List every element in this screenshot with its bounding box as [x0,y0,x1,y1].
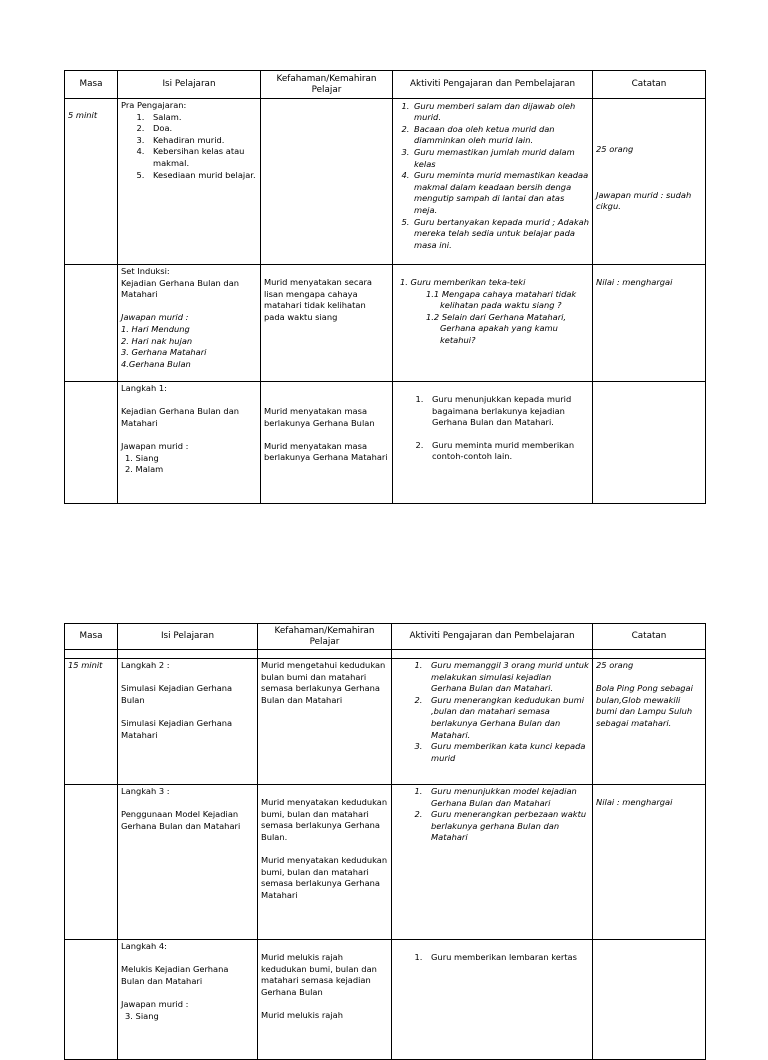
list-item: 1. Guru menunjukkan kepada murid bagaimana berlakunya kejadian Gerhana Bulan dan Matahari. [426,394,589,429]
header-kefahaman: Kefahaman/Kemahiran Pelajar [261,71,393,99]
answer-item: 1. Siang [125,452,159,463]
section-subtitle: Simulasi Kejadian Gerhana Bulan [121,683,233,705]
list-item: 2. Guru menerangkan kedudukan bumi ,bulan dan matahari semasa berlakunya Gerhana Bulan dan Matahari. [425,695,589,741]
kefahaman-cell [258,659,392,785]
header-isi-pelajaran: Isi Pelajaran [118,71,261,99]
section-subtitle: Kejadian Gerhana Bulan dan Matahari [121,406,240,428]
table-row [65,659,706,785]
section-subtitle: Kejadian Gerhana Bulan dan Matahari [121,277,240,300]
catatan-cell [593,940,706,1060]
section-subtitle: Penggunaan Model Kejadian Gerhana Bulan dan Matahari [121,809,241,831]
catatan-note: 25 orang [596,660,634,670]
masa-cell [65,785,118,940]
kefahaman-text: Murid menyatakan masa berlakunya Gerhana Bulan [264,406,375,428]
section-title: Pra Pengajaran: [121,100,187,110]
section-title: Langkah 2 : [121,660,170,670]
masa-value: 15 minit [68,660,103,670]
catatan-note: 25 orang [596,144,634,154]
header-isi-pelajaran: Isi Pelajaran [118,624,258,650]
header-catatan: Catatan [593,71,706,99]
kefahaman-text: Murid mengetahui kedudukan bulan bumi dan matahari semasa berlakunya Gerhana Bulan dan Matahari [261,660,386,705]
list-item: 1.1 Mengapa cahaya matahari tidak kelihatan pada waktu siang ? [426,288,577,311]
catatan-note: Jawapan murid : sudah cikgu. [596,189,692,212]
masa-cell [65,659,118,785]
isi-cell [118,940,258,1060]
catatan-cell [593,265,706,382]
header-kefahaman: Kefahaman/Kemahiran Pelajar [258,624,392,650]
isi-cell [118,382,261,504]
kefahaman-cell [261,382,393,504]
answer-item: 2. Malam [125,464,164,475]
aktiviti-cell [393,99,593,265]
list-item: 2. Doa. [147,123,257,135]
catatan-cell [593,99,706,265]
aktiviti-intro: 1. Guru memberikan teka-teki [400,277,526,287]
aktiviti-list [395,786,589,844]
header-aktiviti: Aktiviti Pengajaran dan Pembelajaran [392,624,593,650]
kefahaman-text: Murid menyatakan kedudukan bumi, bulan dan matahari semasa berlakunya Gerhana Matahari [261,854,388,900]
aktiviti-cell [393,382,593,504]
aktiviti-list [395,952,589,964]
list-item: 2. Guru meminta murid memberikan contoh-contoh lain. [426,440,589,463]
kefahaman-text: Murid menyatakan secara lisan mengapa cahaya matahari tidak kelihatan pada waktu siang [264,277,373,322]
list-item: 1. Guru memanggil 3 orang murid untuk melakukan simulasi kejadian Gerhana Bulan dan Matahari. [425,660,589,695]
section-title: Langkah 1: [121,383,167,393]
masa-value: 5 minit [68,110,98,120]
table-row [65,265,706,382]
answer-label: Jawapan murid : [121,440,189,451]
isi-cell [118,659,258,785]
catatan-note: Nilai : menghargai [596,277,673,287]
table-row [65,785,706,940]
masa-cell [65,940,118,1060]
answer-item: 1. Hari Mendung [121,323,190,334]
lesson-table-1 [64,70,706,504]
section-title: Langkah 3 : [121,786,170,796]
kefahaman-cell [258,940,392,1060]
section-title: Langkah 4: [121,941,167,951]
aktiviti-list [396,394,589,463]
answer-item: 4.Gerhana Bulan [121,358,191,369]
answer-item: 2. Hari nak hujan [121,335,193,346]
answer-label: Jawapan murid : [121,998,189,1009]
list-item: 1. Salam. [147,112,257,124]
list-item: 4. Guru meminta murid memastikan keadaa makmal dalam keadaan bersih denga mengutip sampah di lantai dan atas meja. [412,170,589,216]
table-row [65,99,706,265]
kefahaman-cell [258,785,392,940]
header-masa: Masa [65,71,118,99]
kefahaman-cell [261,265,393,382]
answer-label: Jawapan murid : [121,312,189,323]
masa-cell [65,265,118,382]
spacer-row [65,650,706,659]
aktiviti-list [395,660,589,764]
catatan-note: Bola Ping Pong sebagai bulan,Glob mewakili bumi dan Lampu Suluh sebagai matahari. [596,683,693,728]
list-item: 1. Guru memberikan lembaran kertas [425,952,589,964]
kefahaman-text: Murid menyatakan masa berlakunya Gerhana Matahari [264,440,388,463]
aktiviti-cell [392,940,593,1060]
section-subtitle: Melukis Kejadian Gerhana Bulan dan Matahari [121,964,229,986]
list-item: 4. Kebersihan kelas atau makmal. [147,146,257,169]
list-item: 3. Guru memberikan kata kunci kepada murid [425,741,589,764]
header-masa: Masa [65,624,118,650]
catatan-note: Nilai : menghargai [596,797,673,807]
list-item: 5. Kesediaan murid belajar. [147,170,257,182]
list-item: 2. Bacaan doa oleh ketua murid dan diamminkan oleh murid lain. [412,124,589,147]
section-subtitle: Simulasi Kejadian Gerhana Matahari [121,717,233,740]
catatan-cell [593,659,706,785]
masa-cell [65,382,118,504]
aktiviti-cell [392,659,593,785]
kefahaman-cell [261,99,393,265]
list-item: 1. Guru menunjukkan model kejadian Gerhana Bulan dan Matahari [425,786,589,809]
kefahaman-text: Murid melukis rajah kedudukan bumi, bulan dan matahari semasa kejadian Gerhana Bulan [261,952,377,997]
list-item: 1.2 Selain dari Gerhana Matahari, Gerhana apakah yang kamu ketahui? [426,311,567,345]
list-item: 2. Guru menerangkan perbezaan waktu berlakunya gerhana Bulan dan Matahari [425,809,589,844]
aktiviti-sublist [426,289,589,347]
aktiviti-list [396,101,589,252]
table-row [65,382,706,504]
catatan-cell [593,382,706,504]
list-item: 5. Guru bertanyakan kepada murid ; Adakah mereka telah sedia untuk belajar pada masa ini. [412,217,589,252]
list-item: 3. Kehadiran murid. [147,135,257,147]
kefahaman-text: Murid melukis rajah [261,1009,344,1020]
kefahaman-text: Murid menyatakan kedudukan bumi, bulan dan matahari semasa berlakunya Gerhana Bulan. [261,797,388,842]
isi-list [121,112,257,182]
list-item: 3. Guru memastikan jumlah murid dalam kelas [412,147,589,170]
catatan-cell [593,785,706,940]
aktiviti-cell [393,265,593,382]
isi-cell [118,785,258,940]
isi-cell [118,99,261,265]
header-catatan: Catatan [593,624,706,650]
aktiviti-cell [392,785,593,940]
table-row [65,940,706,1060]
answer-item: 3. Siang [125,1010,159,1021]
isi-cell [118,265,261,382]
header-aktiviti: Aktiviti Pengajaran dan Pembelajaran [393,71,593,99]
masa-cell [65,99,118,265]
lesson-table-2 [64,623,706,1060]
section-title: Set Induksi: [121,266,170,276]
answer-item: 3. Gerhana Matahari [121,347,207,358]
list-item: 1. Guru memberi salam dan dijawab oleh murid. [412,101,589,124]
